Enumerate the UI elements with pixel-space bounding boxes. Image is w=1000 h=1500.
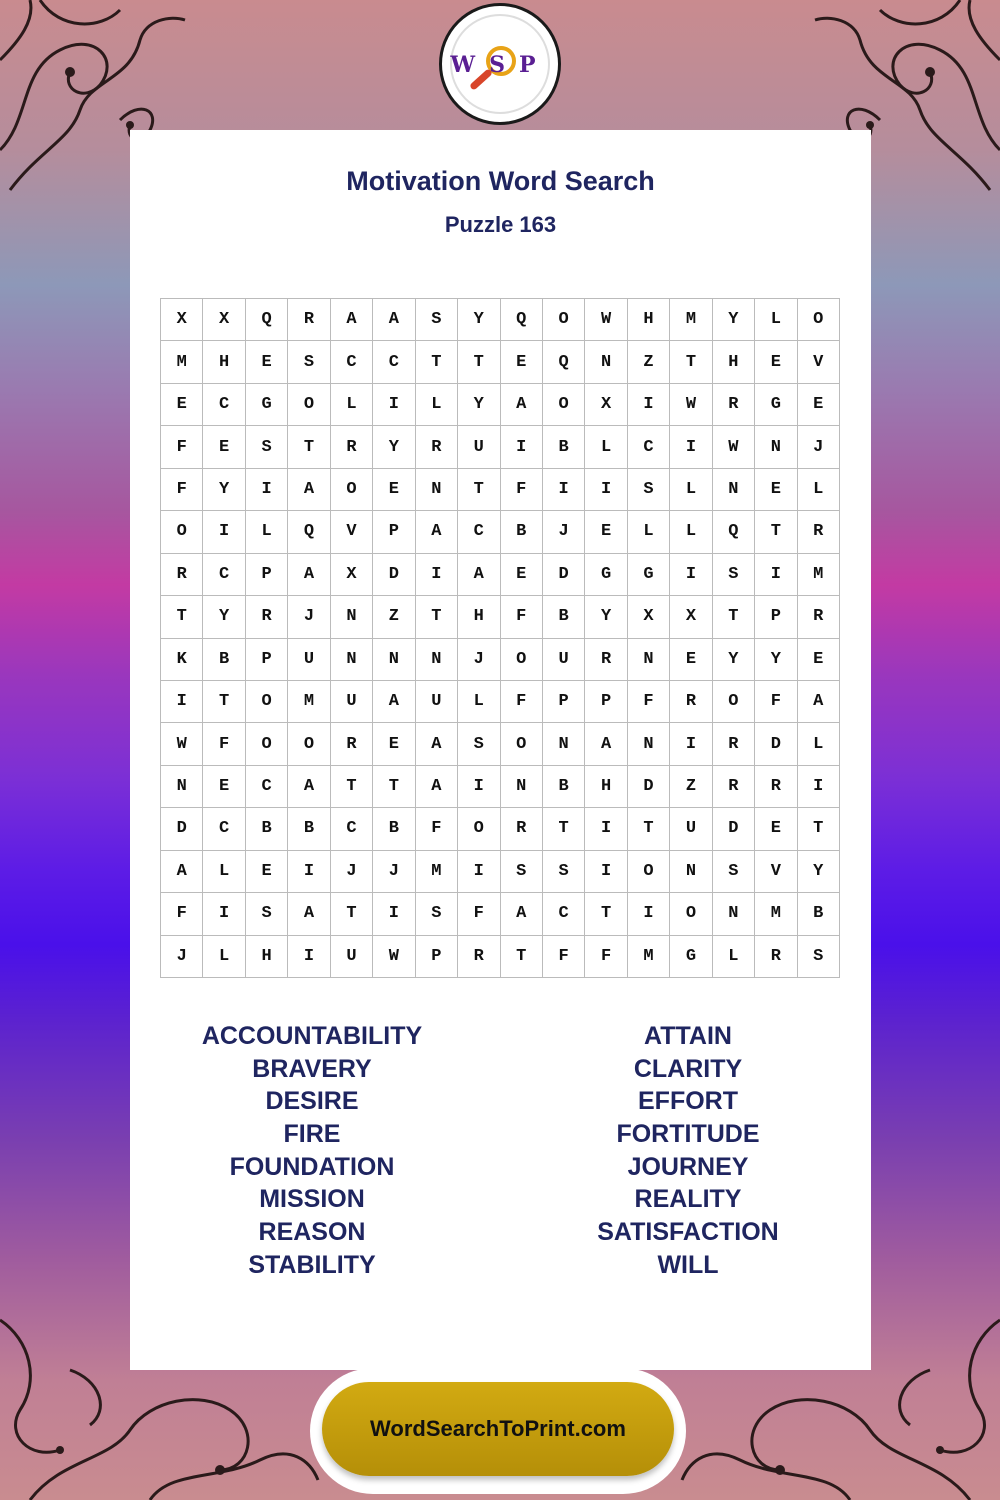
grid-cell[interactable]: Y [798, 851, 840, 893]
grid-cell[interactable]: T [203, 681, 245, 723]
grid-cell[interactable]: W [585, 299, 627, 341]
word-list-item: DESIRE [265, 1087, 359, 1116]
grid-cell[interactable]: A [373, 681, 415, 723]
grid-cell[interactable]: B [543, 596, 585, 638]
grid-cell[interactable]: X [161, 299, 203, 341]
grid-cell[interactable]: R [713, 723, 755, 765]
grid-cell[interactable]: O [543, 384, 585, 426]
grid-cell[interactable]: J [288, 596, 330, 638]
grid-cell[interactable]: Y [713, 639, 755, 681]
grid-cell[interactable]: U [331, 681, 373, 723]
grid-cell[interactable]: O [288, 384, 330, 426]
grid-cell[interactable]: C [543, 893, 585, 935]
grid-cell[interactable]: N [416, 639, 458, 681]
grid-cell[interactable]: I [458, 851, 500, 893]
grid-cell[interactable]: B [288, 808, 330, 850]
grid-cell[interactable]: C [331, 808, 373, 850]
grid-cell[interactable]: I [373, 893, 415, 935]
grid-cell[interactable]: L [713, 936, 755, 978]
grid-cell[interactable]: A [331, 299, 373, 341]
grid-cell[interactable]: A [416, 766, 458, 808]
grid-cell[interactable]: B [543, 766, 585, 808]
grid-cell[interactable]: F [628, 681, 670, 723]
grid-cell[interactable]: O [246, 723, 288, 765]
grid-cell[interactable]: R [288, 299, 330, 341]
grid-cell[interactable]: D [543, 554, 585, 596]
grid-cell[interactable]: F [161, 469, 203, 511]
word-list-item: WILL [657, 1250, 719, 1279]
grid-cell[interactable]: D [161, 808, 203, 850]
grid-cell[interactable]: Q [288, 511, 330, 553]
grid-cell[interactable]: G [755, 384, 797, 426]
grid-cell[interactable]: H [246, 936, 288, 978]
grid-cell[interactable]: F [416, 808, 458, 850]
grid-cell[interactable]: D [628, 766, 670, 808]
grid-cell[interactable]: O [501, 723, 543, 765]
grid-cell[interactable]: S [628, 469, 670, 511]
grid-cell[interactable]: S [713, 851, 755, 893]
grid-cell[interactable]: L [755, 299, 797, 341]
grid-cell[interactable]: R [585, 639, 627, 681]
grid-cell[interactable]: S [416, 299, 458, 341]
grid-cell[interactable]: A [798, 681, 840, 723]
grid-cell[interactable]: R [161, 554, 203, 596]
grid-cell[interactable]: A [288, 469, 330, 511]
logo-letter-s: S [489, 52, 520, 78]
grid-cell[interactable]: Y [458, 384, 500, 426]
grid-cell[interactable]: L [585, 426, 627, 468]
grid-cell[interactable]: U [331, 936, 373, 978]
grid-cell[interactable]: Z [373, 596, 415, 638]
grid-cell[interactable]: R [501, 808, 543, 850]
grid-cell[interactable]: I [416, 554, 458, 596]
grid-cell[interactable]: S [246, 893, 288, 935]
grid-cell[interactable]: A [585, 723, 627, 765]
grid-cell[interactable]: Y [203, 469, 245, 511]
grid-cell[interactable]: S [798, 936, 840, 978]
grid-cell[interactable]: T [416, 341, 458, 383]
grid-cell[interactable]: P [755, 596, 797, 638]
grid-cell[interactable]: O [798, 299, 840, 341]
grid-cell[interactable]: M [755, 893, 797, 935]
grid-cell[interactable]: L [331, 384, 373, 426]
grid-cell[interactable]: E [203, 426, 245, 468]
grid-cell[interactable]: N [161, 766, 203, 808]
grid-cell[interactable]: H [585, 766, 627, 808]
grid-cell[interactable]: U [288, 639, 330, 681]
grid-cell[interactable]: T [543, 808, 585, 850]
grid-cell[interactable]: N [416, 469, 458, 511]
grid-cell[interactable]: W [373, 936, 415, 978]
grid-cell[interactable]: C [203, 554, 245, 596]
grid-cell[interactable]: C [203, 384, 245, 426]
grid-cell[interactable]: L [203, 851, 245, 893]
grid-cell[interactable]: O [713, 681, 755, 723]
grid-cell[interactable]: B [246, 808, 288, 850]
word-list-item: FORTITUDE [616, 1120, 760, 1149]
grid-cell[interactable]: L [798, 469, 840, 511]
grid-cell[interactable]: A [416, 723, 458, 765]
grid-cell[interactable]: W [161, 723, 203, 765]
grid-cell[interactable]: Q [246, 299, 288, 341]
grid-cell[interactable]: Z [628, 341, 670, 383]
grid-cell[interactable]: F [755, 681, 797, 723]
grid-cell[interactable]: Y [713, 299, 755, 341]
grid-cell[interactable]: S [501, 851, 543, 893]
site-link-button[interactable]: WordSearchToPrint.com [322, 1382, 674, 1476]
grid-cell[interactable]: N [373, 639, 415, 681]
grid-cell[interactable]: I [203, 893, 245, 935]
word-list-item: FOUNDATION [229, 1152, 395, 1181]
grid-cell[interactable]: P [416, 936, 458, 978]
grid-cell[interactable]: X [585, 384, 627, 426]
footer-badge [310, 1368, 686, 1494]
grid-cell[interactable]: L [416, 384, 458, 426]
grid-cell[interactable]: A [288, 893, 330, 935]
grid-cell[interactable]: D [713, 808, 755, 850]
grid-cell[interactable]: C [458, 511, 500, 553]
grid-cell[interactable]: E [373, 723, 415, 765]
grid-cell[interactable]: O [628, 851, 670, 893]
grid-cell[interactable]: U [543, 639, 585, 681]
grid-cell[interactable]: I [585, 851, 627, 893]
grid-cell[interactable]: I [288, 851, 330, 893]
grid-cell[interactable]: E [501, 554, 543, 596]
grid-cell[interactable]: O [501, 639, 543, 681]
grid-cell[interactable]: X [628, 596, 670, 638]
word-list-item: MISSION [259, 1185, 365, 1214]
grid-cell[interactable]: I [543, 469, 585, 511]
grid-cell[interactable]: J [543, 511, 585, 553]
grid-cell[interactable]: P [373, 511, 415, 553]
grid-cell[interactable]: T [628, 808, 670, 850]
grid-cell[interactable]: X [670, 596, 712, 638]
grid-cell[interactable]: B [373, 808, 415, 850]
grid-cell[interactable]: F [161, 426, 203, 468]
word-list-left [152, 1020, 472, 1282]
grid-cell[interactable]: S [458, 723, 500, 765]
grid-cell[interactable]: A [288, 766, 330, 808]
grid-cell[interactable]: Q [713, 511, 755, 553]
letter-grid [160, 298, 840, 978]
grid-cell[interactable]: I [161, 681, 203, 723]
grid-cell[interactable]: L [203, 936, 245, 978]
grid-cell[interactable]: A [288, 554, 330, 596]
grid-cell[interactable]: O [246, 681, 288, 723]
grid-cell[interactable]: V [798, 341, 840, 383]
grid-cell[interactable]: G [585, 554, 627, 596]
grid-cell[interactable]: H [203, 341, 245, 383]
grid-cell[interactable]: M [798, 554, 840, 596]
grid-cell[interactable]: N [628, 639, 670, 681]
grid-cell[interactable]: T [458, 469, 500, 511]
grid-cell[interactable]: N [713, 893, 755, 935]
grid-cell[interactable]: Y [373, 426, 415, 468]
grid-cell[interactable]: T [585, 893, 627, 935]
grid-cell[interactable]: I [458, 766, 500, 808]
grid-cell[interactable]: P [246, 554, 288, 596]
grid-cell[interactable]: Q [543, 341, 585, 383]
grid-cell[interactable]: R [755, 936, 797, 978]
grid-cell[interactable]: X [203, 299, 245, 341]
word-list-item: SATISFACTION [597, 1218, 779, 1247]
grid-cell[interactable]: N [585, 341, 627, 383]
grid-cell[interactable]: R [713, 384, 755, 426]
grid-cell[interactable]: F [501, 596, 543, 638]
grid-cell[interactable]: E [203, 766, 245, 808]
grid-cell[interactable]: C [373, 341, 415, 383]
grid-cell[interactable]: I [670, 426, 712, 468]
grid-cell[interactable]: N [628, 723, 670, 765]
grid-cell[interactable]: E [585, 511, 627, 553]
grid-cell[interactable]: N [331, 639, 373, 681]
grid-cell[interactable]: E [161, 384, 203, 426]
grid-cell[interactable]: I [628, 384, 670, 426]
grid-cell[interactable]: H [713, 341, 755, 383]
word-list-item: CLARITY [633, 1054, 743, 1083]
grid-cell[interactable]: R [755, 766, 797, 808]
grid-cell[interactable]: O [331, 469, 373, 511]
grid-cell[interactable]: P [585, 681, 627, 723]
grid-cell[interactable]: J [373, 851, 415, 893]
grid-cell[interactable]: K [161, 639, 203, 681]
logo-letter-p: P [519, 52, 550, 78]
grid-cell[interactable]: A [501, 384, 543, 426]
grid-cell[interactable]: L [670, 511, 712, 553]
grid-cell[interactable]: I [501, 426, 543, 468]
grid-cell[interactable]: G [628, 554, 670, 596]
grid-cell[interactable]: I [670, 554, 712, 596]
word-list-item: REALITY [634, 1185, 742, 1214]
grid-cell[interactable]: T [288, 426, 330, 468]
grid-cell[interactable]: U [670, 808, 712, 850]
grid-cell[interactable]: Q [501, 299, 543, 341]
grid-cell[interactable]: I [585, 808, 627, 850]
grid-cell[interactable]: E [670, 639, 712, 681]
grid-cell[interactable]: I [628, 893, 670, 935]
grid-cell[interactable]: C [331, 341, 373, 383]
grid-cell[interactable]: I [755, 554, 797, 596]
grid-cell[interactable]: F [501, 681, 543, 723]
grid-cell[interactable]: C [246, 766, 288, 808]
grid-cell[interactable]: R [331, 426, 373, 468]
grid-cell[interactable]: V [331, 511, 373, 553]
grid-cell[interactable]: C [628, 426, 670, 468]
grid-cell[interactable]: F [501, 469, 543, 511]
word-list-right [528, 1020, 848, 1282]
grid-cell[interactable]: E [798, 384, 840, 426]
grid-cell[interactable]: G [670, 936, 712, 978]
grid-cell[interactable]: R [798, 596, 840, 638]
grid-cell[interactable]: T [713, 596, 755, 638]
word-list-item: ACCOUNTABILITY [201, 1022, 423, 1050]
grid-cell[interactable]: E [246, 341, 288, 383]
grid-cell[interactable]: S [246, 426, 288, 468]
grid-cell[interactable]: J [798, 426, 840, 468]
grid-cell[interactable]: S [543, 851, 585, 893]
grid-cell[interactable]: O [161, 511, 203, 553]
grid-cell[interactable]: U [416, 681, 458, 723]
grid-cell[interactable]: O [458, 808, 500, 850]
grid-cell[interactable]: L [458, 681, 500, 723]
grid-cell[interactable]: W [670, 384, 712, 426]
grid-cell[interactable]: I [585, 469, 627, 511]
grid-cell[interactable]: P [543, 681, 585, 723]
grid-cell[interactable]: P [246, 639, 288, 681]
grid-cell[interactable]: G [246, 384, 288, 426]
grid-cell[interactable]: F [543, 936, 585, 978]
grid-cell[interactable]: I [373, 384, 415, 426]
puzzle-number: Puzzle 163 [444, 212, 557, 237]
grid-cell[interactable]: B [203, 639, 245, 681]
grid-cell[interactable]: L [628, 511, 670, 553]
grid-cell[interactable]: U [458, 426, 500, 468]
grid-cell[interactable]: N [670, 851, 712, 893]
grid-cell[interactable]: N [331, 596, 373, 638]
grid-cell[interactable]: R [416, 426, 458, 468]
grid-cell[interactable]: I [246, 469, 288, 511]
grid-cell[interactable]: R [670, 681, 712, 723]
grid-cell[interactable]: Y [585, 596, 627, 638]
grid-cell[interactable]: J [331, 851, 373, 893]
word-list-item: FIRE [283, 1120, 341, 1149]
grid-cell[interactable]: T [331, 766, 373, 808]
grid-cell[interactable]: L [670, 469, 712, 511]
grid-cell[interactable]: S [288, 341, 330, 383]
grid-cell[interactable]: N [713, 469, 755, 511]
grid-cell[interactable]: T [373, 766, 415, 808]
grid-cell[interactable]: I [288, 936, 330, 978]
grid-cell[interactable]: Z [670, 766, 712, 808]
grid-cell[interactable]: L [798, 723, 840, 765]
grid-cell[interactable]: J [161, 936, 203, 978]
grid-cell[interactable]: W [713, 426, 755, 468]
grid-cell[interactable]: Y [755, 639, 797, 681]
grid-cell[interactable]: R [458, 936, 500, 978]
grid-cell[interactable]: M [416, 851, 458, 893]
word-list-item: STABILITY [248, 1250, 376, 1279]
grid-cell[interactable]: A [458, 554, 500, 596]
grid-cell[interactable]: N [755, 426, 797, 468]
grid-cell[interactable]: B [798, 893, 840, 935]
grid-cell[interactable]: B [501, 511, 543, 553]
logo-letter-w: W [450, 52, 490, 78]
grid-cell[interactable]: V [755, 851, 797, 893]
grid-cell[interactable]: O [543, 299, 585, 341]
grid-cell[interactable]: A [373, 299, 415, 341]
grid-cell[interactable]: T [501, 936, 543, 978]
grid-cell[interactable]: T [161, 596, 203, 638]
grid-cell[interactable]: I [798, 766, 840, 808]
grid-cell[interactable]: F [585, 936, 627, 978]
grid-cell[interactable]: E [755, 469, 797, 511]
grid-cell[interactable]: H [458, 596, 500, 638]
grid-cell[interactable]: F [161, 893, 203, 935]
grid-cell[interactable]: R [331, 723, 373, 765]
grid-cell[interactable]: S [713, 554, 755, 596]
grid-cell[interactable]: Y [203, 596, 245, 638]
grid-cell[interactable]: I [203, 511, 245, 553]
grid-cell[interactable]: C [203, 808, 245, 850]
grid-cell[interactable]: M [670, 299, 712, 341]
word-list-item: REASON [258, 1218, 366, 1247]
grid-cell[interactable]: E [755, 808, 797, 850]
grid-cell[interactable]: E [373, 469, 415, 511]
wsp-logo [439, 3, 561, 125]
word-list-item: JOURNEY [627, 1152, 749, 1181]
grid-cell[interactable]: D [755, 723, 797, 765]
grid-cell[interactable]: R [246, 596, 288, 638]
grid-cell[interactable]: D [373, 554, 415, 596]
grid-cell[interactable]: R [713, 766, 755, 808]
grid-cell[interactable]: A [416, 511, 458, 553]
grid-cell[interactable]: R [798, 511, 840, 553]
grid-cell[interactable]: Y [458, 299, 500, 341]
grid-cell[interactable]: E [246, 851, 288, 893]
grid-cell[interactable]: L [246, 511, 288, 553]
grid-cell[interactable]: J [458, 639, 500, 681]
grid-cell[interactable]: T [458, 341, 500, 383]
grid-cell[interactable]: O [670, 893, 712, 935]
grid-cell[interactable]: T [798, 808, 840, 850]
grid-cell[interactable]: F [458, 893, 500, 935]
grid-cell[interactable]: M [628, 936, 670, 978]
page-title: Motivation Word Search [346, 166, 655, 196]
grid-cell[interactable]: E [501, 341, 543, 383]
grid-cell[interactable]: A [501, 893, 543, 935]
grid-cell[interactable]: T [331, 893, 373, 935]
grid-cell[interactable]: X [331, 554, 373, 596]
grid-cell[interactable]: S [416, 893, 458, 935]
grid-cell[interactable]: H [628, 299, 670, 341]
grid-cell[interactable]: E [798, 639, 840, 681]
grid-cell[interactable]: T [416, 596, 458, 638]
word-list-item: ATTAIN [644, 1022, 732, 1050]
grid-cell[interactable]: T [755, 511, 797, 553]
grid-cell[interactable]: I [670, 723, 712, 765]
grid-cell[interactable]: F [203, 723, 245, 765]
grid-cell[interactable]: M [288, 681, 330, 723]
grid-cell[interactable]: M [161, 341, 203, 383]
logo-letters [442, 52, 558, 78]
grid-cell[interactable]: O [288, 723, 330, 765]
grid-cell[interactable]: E [755, 341, 797, 383]
grid-cell[interactable]: B [543, 426, 585, 468]
grid-cell[interactable]: N [501, 766, 543, 808]
word-list-item: BRAVERY [252, 1054, 372, 1083]
grid-cell[interactable]: A [161, 851, 203, 893]
grid-cell[interactable]: T [670, 341, 712, 383]
grid-cell[interactable]: N [543, 723, 585, 765]
puzzle-sheet [130, 130, 871, 1370]
word-list-item: EFFORT [638, 1087, 738, 1116]
